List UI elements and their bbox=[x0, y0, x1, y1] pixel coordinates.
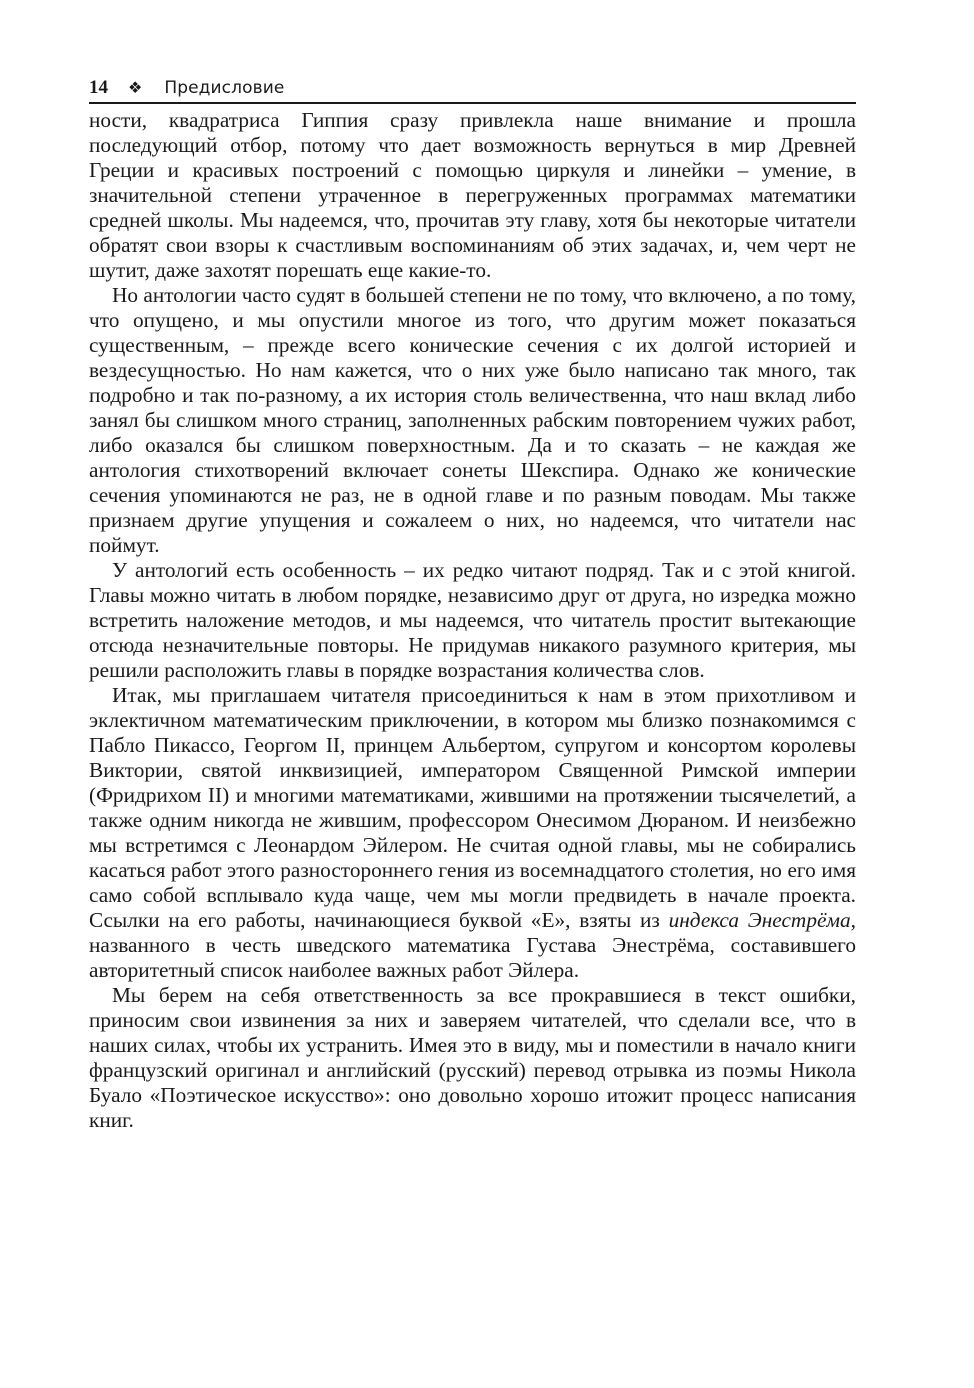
paragraph-5: Мы берем на себя ответственность за все прокравшиеся в текст ошибки, приносим свои извинения за них и заверяем читателей, что сделали все, что в наших силах, чтобы их устранить. Имея это в виду, мы и поместили в начало книги французский оригинал и английский (русский) перевод отрывка из поэмы Никола Буало «Поэтическое искусство»: оно довольно хорошо итожит процесс написания книг. bbox=[89, 983, 856, 1132]
paragraph-4-text-after: , названного в честь шведского математика Густава Энестрёма, составившего авторитетный список наиболее важных работ Эйлера. bbox=[89, 908, 856, 982]
paragraph-1: ности, квадратриса Гиппия сразу привлекла наше внимание и прошла последующий отбор, потому что дает возможность вернуться в мир Древней Греции и красивых построений с помощью циркуля и линейки – умение, в значительной степени утраченное в перегруженных программах математики средней школы. Мы надеемся, что, прочитав эту главу, хотя бы некоторые читатели обратят свои взоры к счастливым воспоминаниям об этих задачах, и, чем черт не шутит, даже захотят порешать еще какие-то. bbox=[89, 108, 856, 282]
section-title: Предисловие bbox=[164, 78, 285, 98]
paragraph-4 bbox=[89, 683, 856, 983]
paragraph-2: Но антологии часто судят в большей степени не по тому, что включено, а по тому, что опущено, и мы опустили многое из того, что другим может показаться существенным, – прежде всего конические сечения с их долгой историей и вездесущностью. Но нам кажется, что о них уже было написано так много, так подробно и так по-разному, а их история столь величественна, что наш вклад либо занял бы слишком много страниц, заполненных рабским повторением чужих работ, либо оказался бы слишком поверхностным. Да и то сказать – не каждая же антология стихотворений включает сонеты Шекспира. Однако же конические сечения упоминаются не раз, не в одной главе и по разным поводам. Мы также признаем другие упущения и сожалеем о них, но надеемся, что читатели нас поймут. bbox=[89, 283, 856, 557]
running-header bbox=[89, 74, 856, 104]
paragraph-3: У антологий есть особенность – их редко читают подряд. Так и с этой книгой. Главы можно читать в любом порядке, независимо друг от друга, но изредка можно встретить наложение методов, и мы надеемся, что читатель простит вытекающие отсюда незначительные повторы. Не придумав никакого разумного критерия, мы решили расположить главы в порядке возрастания количества слов. bbox=[89, 558, 856, 682]
enestrom-index-italic: индекса Энестрёма bbox=[668, 908, 851, 932]
paragraph-4-text-before: Итак, мы приглашаем читателя присоединиться к нам в этом прихотливом и эклектичном математическим приключении, в котором мы близко познакомимся с Пабло Пикассо, Георгом II, принцем Альбертом, супругом и консортом королевы Виктории, святой инквизицией, императором Священной Римской империи (Фридрихом II) и многими математиками, жившими на протяжении тысячелетий, а также одним никогда не жившим, профессором Онесимом Дюраном. И неизбежно мы встретимся с Леонардом Эйлером. Не считая одной главы, мы не собирались касаться работ этого разностороннего гения из восемнадцатого столетия, но его имя само собой всплывало куда чаще, чем мы могли предвидеть в начале проекта. Ссылки на его работы, начинающиеся буквой «E», взяты из bbox=[89, 683, 856, 932]
body-text bbox=[89, 108, 856, 1133]
page-number: 14 bbox=[89, 77, 108, 98]
book-page bbox=[89, 74, 856, 1133]
fleuron-ornament-icon: ❖ bbox=[128, 80, 143, 97]
